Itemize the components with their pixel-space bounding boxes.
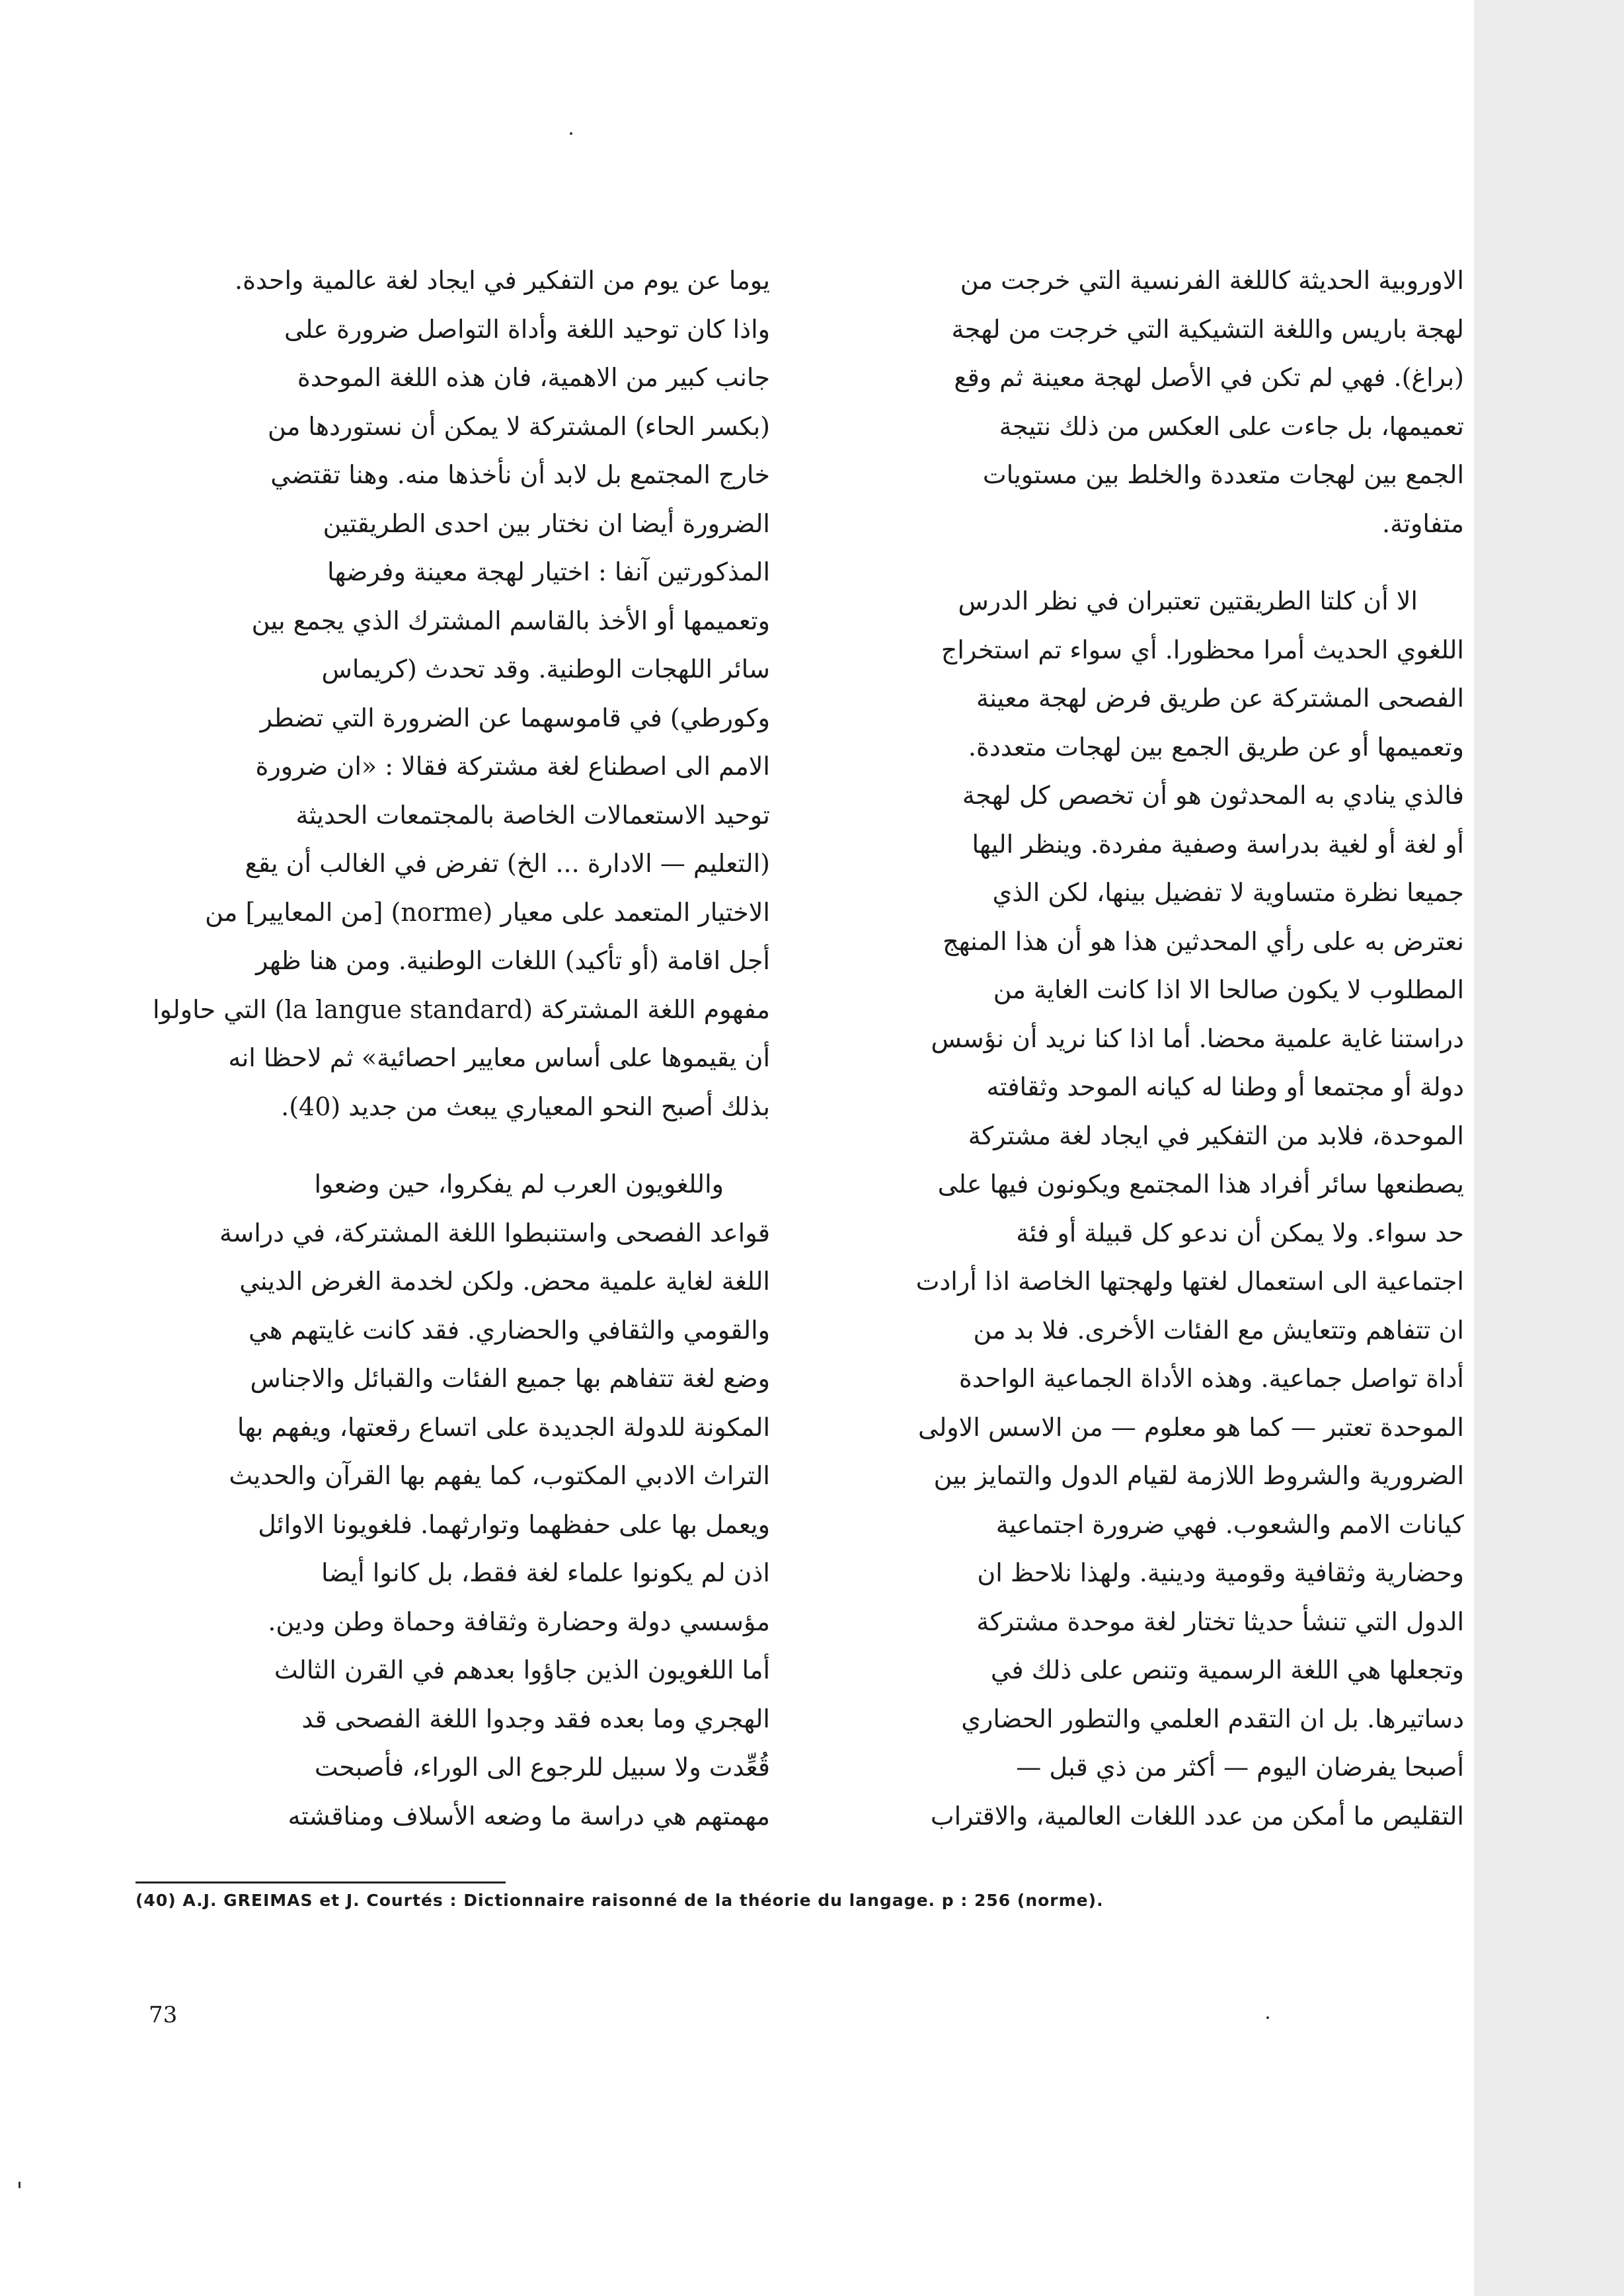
text-line: أجل اقامة (أو تأكيد) اللغات الوطنية. ومن هنا ظهر — [256, 946, 770, 975]
text-line: اذن لم يكونوا علماء لغة فقط، بل كانوا أيضا — [321, 1558, 770, 1587]
text-line: الامم الى اصطناع لغة مشتركة فقالا : «ان ضرورة — [255, 752, 770, 781]
paragraph — [135, 257, 770, 1131]
text-line: المطلوب لا يكون صالحا الا اذا كانت الغاية من — [993, 975, 1464, 1004]
text-line: الا أن كلتا الطريقتين تعتبران في نظر الدرس — [958, 586, 1418, 615]
text-line: (براغ). فهي لم تكن في الأصل لهجة معينة ثم وقع — [954, 363, 1464, 392]
text-line: توحيد الاستعمالات الخاصة بالمجتمعات الحديثة — [295, 800, 770, 830]
page-number: 73 — [149, 2002, 178, 2028]
text-line: الدول التي تنشأ حديثا تختار لغة موحدة مشتركة — [976, 1606, 1464, 1636]
text-line: واذا كان توحيد اللغة وأداة التواصل ضرورة على — [284, 314, 770, 344]
text-line: قُعِّدت ولا سبيل للرجوع الى الوراء، فأصبحت — [314, 1753, 770, 1782]
right-column — [830, 257, 1464, 1841]
text-line: (التعليم — الادارة ... الخ) تفرض في الغالب أن يقع — [245, 849, 770, 878]
text-line: الجمع بين لهجات متعددة والخلط بين مستويات — [982, 460, 1464, 489]
text-line: دولة أو مجتمعا أو وطنا له كيانه الموحد وثقافته — [986, 1072, 1464, 1101]
text-line: نعترض به على رأي المحدثين هذا هو أن هذا المنهج — [943, 926, 1464, 956]
paragraph — [135, 1160, 770, 1841]
text-line: التقليص ما أمكن من عدد اللغات العالمية، والاقتراب — [930, 1801, 1464, 1831]
text-line: لهجة باريس واللغة التشيكية التي خرجت من لهجة — [951, 314, 1464, 344]
text-line: دساتيرها. بل ان التقدم العلمي والتطور الحضاري — [961, 1704, 1464, 1733]
text-line: وتجعلها هي اللغة الرسمية وتنص على ذلك في — [990, 1655, 1464, 1684]
text-line: أصبحا يفرضان اليوم — أكثر من ذي قبل — — [1016, 1753, 1464, 1782]
text-line: الموحدة تعتبر — كما هو معلوم — من الاسس الاولى — [918, 1412, 1464, 1442]
paragraph — [830, 577, 1464, 1841]
text-line: أن يقيموها على أساس معايير احصائية» ثم لاحظا انه — [228, 1043, 770, 1072]
text-line: خارج المجتمع بل لابد أن نأخذها منه. وهنا تقتضي — [270, 460, 770, 489]
text-line: ويعمل بها على حفظهما وتوارثهما. فلغويونا الاوائل — [258, 1509, 770, 1539]
text-line: ان تتفاهم وتتعايش مع الفئات الأخرى. فلا بد من — [973, 1315, 1464, 1345]
text-line: أداة تواصل جماعية. وهذه الأداة الجماعية الواحدة — [958, 1364, 1464, 1393]
text-line: وضع لغة تتفاهم بها جميع الفئات والقبائل والاجناس — [250, 1364, 770, 1393]
text-line: المذكورتين آنفا : اختيار لهجة معينة وفرضها — [327, 557, 770, 586]
text-line: الضرورة أيضا ان نختار بين احدى الطريقتين — [323, 508, 770, 538]
text-line: وكورطي) في قاموسهما عن الضرورة التي تضطر — [260, 703, 770, 732]
text-line: جميعا نظرة متساوية لا تفضيل بينها، لكن الذي — [992, 878, 1464, 907]
text-line: يصطنعها سائر أفراد هذا المجتمع ويكونون فيها على — [937, 1169, 1464, 1199]
text-line: والقومي والثقافي والحضاري. فقد كانت غايتهم هي — [248, 1315, 770, 1345]
text-line: جانب كبير من الاهمية، فان هذه اللغة الموحدة — [297, 363, 770, 392]
text-line: مهمتهم هي دراسة ما وضعه الأسلاف ومناقشته — [288, 1801, 770, 1831]
text-line: المكونة للدولة الجديدة على اتساع رقعتها، ويفهم بها — [237, 1412, 770, 1442]
paragraph — [830, 257, 1464, 548]
text-line: الهجري وما بعده فقد وجدوا اللغة الفصحى قد — [301, 1704, 770, 1733]
text-line: التراث الادبي المكتوب، كما يفهم بها القرآن والحديث — [229, 1461, 770, 1490]
text-line: (بكسر الحاء) المشتركة لا يمكن أن نستوردها من — [268, 411, 770, 441]
text-line: وتعميمها أو عن طريق الجمع بين لهجات متعددة. — [968, 732, 1464, 762]
text-line: مؤسسي دولة وحضارة وثقافة وحماة وطن ودين. — [268, 1606, 770, 1636]
text-line: دراستنا غاية علمية محضا. أما اذا كنا نريد أن نؤسس — [931, 1023, 1464, 1053]
text-line: الضرورية والشروط اللازمة لقيام الدول والتمايز بين — [933, 1461, 1464, 1490]
text-line: تعميمها، بل جاءت على العكس من ذلك نتيجة — [999, 411, 1464, 441]
left-column — [135, 257, 770, 1841]
text-line: اجتماعية الى استعمال لغتها ولهجتها الخاصة اذا أرادت — [915, 1267, 1464, 1296]
text-line: بذلك أصبح النحو المعياري يبعث من جديد (40). — [281, 1091, 770, 1121]
text-line: اللغوي الحديث أمرا محظورا. أي سواء تم استخراج — [941, 635, 1464, 664]
text-line: حد سواء. ولا يمكن أن ندعو كل قبيلة أو فئة — [1016, 1218, 1464, 1247]
text-line: الفصحى المشتركة عن طريق فرض لهجة معينة — [976, 684, 1464, 713]
text-line: اللغة لغاية علمية محض. ولكن لخدمة الغرض الديني — [239, 1267, 770, 1296]
text-line: وتعميمها أو الأخذ بالقاسم المشترك الذي يجمع بين — [251, 606, 770, 635]
text-line: الاختيار المتعمد على معيار (norme) [من المعايير] من — [205, 897, 770, 927]
scan-speck — [19, 2182, 20, 2188]
text-line: أما اللغويون الذين جاؤوا بعدهم في القرن الثالث — [274, 1655, 770, 1684]
text-line: قواعد الفصحى واستنبطوا اللغة المشتركة، في دراسة — [219, 1218, 770, 1247]
text-line: واللغويون العرب لم يفكروا، حين وضعوا — [314, 1169, 724, 1199]
text-line: يوما عن يوم من التفكير في ايجاد لغة عالمية واحدة. — [235, 266, 770, 295]
text-line: مفهوم اللغة المشتركة (la langue standard) التي حاولوا — [152, 994, 770, 1024]
footnote-rule — [135, 1881, 506, 1883]
text-line: سائر اللهجات الوطنية. وقد تحدث (كريماس — [321, 654, 770, 684]
text-line: فالذي ينادي به المحدثون هو أن تخصص كل لهجة — [962, 781, 1464, 810]
text-line: متفاوتة. — [1381, 508, 1464, 538]
text-line: الموحدة، فلابد من التفكير في ايجاد لغة مشتركة — [968, 1121, 1464, 1150]
footnote: (40) A.J. GREIMAS et J. Courtés : Dictionnaire raisonné de la théorie du langage. p : 256 (norme). — [135, 1891, 1104, 1910]
scan-speck — [1266, 2016, 1269, 2019]
scan-margin — [1474, 0, 1624, 2296]
text-line: كيانات الامم والشعوب. فهي ضرورة اجتماعية — [995, 1509, 1464, 1539]
text-line: وحضارية وثقافية وقومية ودينية. ولهذا نلاحظ ان — [977, 1558, 1464, 1587]
scan-speck — [570, 132, 572, 135]
text-line: أو لغة أو لغية بدراسة وصفية مفردة. وينظر اليها — [972, 829, 1464, 859]
text-line: الاوروبية الحديثة كاللغة الفرنسية التي خرجت من — [960, 266, 1464, 295]
